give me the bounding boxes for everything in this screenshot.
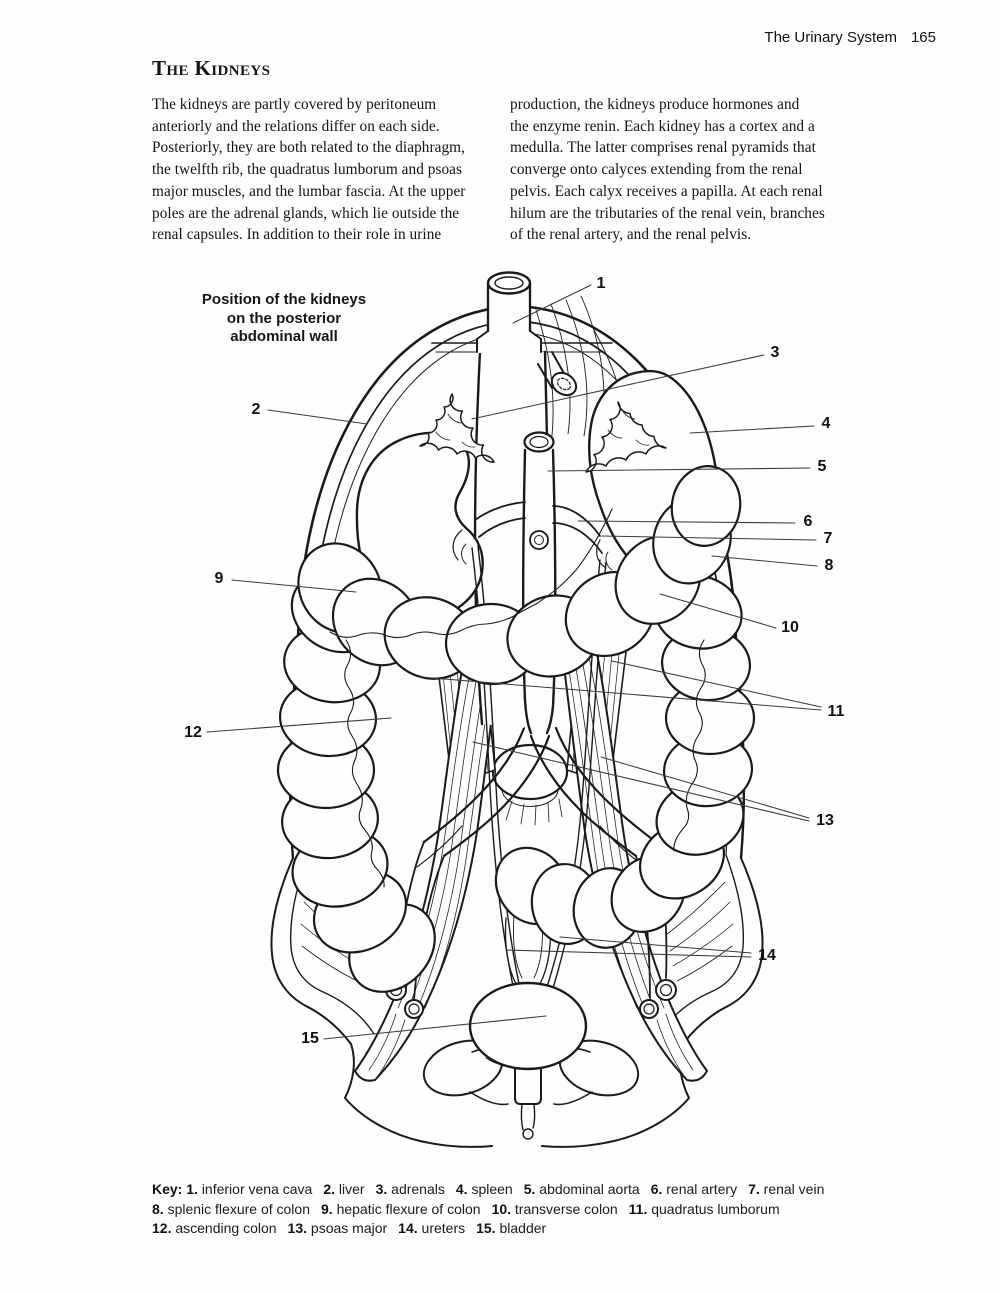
text-line: medulla. The latter comprises renal pyramids that <box>510 139 816 157</box>
text-line: The kidneys are partly covered by peritoneum <box>152 96 437 113</box>
figure-label-12: 12 <box>184 724 202 741</box>
text-line: the enzyme renin. Each kidney has a cortex and a <box>510 117 815 135</box>
key-item: 1. inferior vena cava <box>186 1181 313 1197</box>
key-line <box>152 1180 852 1200</box>
text-line: anteriorly and the relations differ on each side. <box>152 117 440 135</box>
key-item: 9. hepatic flexure of colon <box>321 1200 481 1217</box>
text-line: on the posterior <box>226 309 342 327</box>
text-line: Position of the kidneys <box>201 291 367 308</box>
figure-label-10: 10 <box>781 619 799 636</box>
text-line: major muscles, and the lumbar fascia. At the upper <box>152 182 466 200</box>
key-item: 10. transverse colon <box>491 1200 618 1217</box>
key-prefix: Key: <box>152 1181 187 1197</box>
key-item: 14. ureters <box>398 1220 466 1236</box>
key-item: 5. abdominal aorta <box>523 1181 640 1197</box>
bladder <box>470 983 586 1139</box>
figure-label-1: 1 <box>596 275 606 292</box>
key-item: 15. bladder <box>476 1220 547 1236</box>
leader-line-4 <box>690 426 814 433</box>
text-line: the twelfth rib, the quadratus lumborum and psoas <box>152 161 463 179</box>
key-item: 8. splenic flexure of colon <box>152 1200 310 1217</box>
key-line <box>152 1219 852 1239</box>
mesenteric-artery-stump <box>530 531 548 549</box>
key-item: 13. psoas major <box>287 1220 388 1236</box>
figure-label-2: 2 <box>251 401 261 418</box>
figure-label-5: 5 <box>817 458 827 475</box>
figure-label-14: 14 <box>758 947 776 964</box>
figure-label-13: 13 <box>816 812 834 829</box>
figure-label-11: 11 <box>827 703 845 720</box>
key-item: 11. quadratus lumborum <box>628 1200 780 1217</box>
key-item: 7. renal vein <box>748 1181 825 1197</box>
figure-label-8: 8 <box>824 557 834 574</box>
text-line: converge onto calyces extending from the renal <box>510 161 803 179</box>
coccyx <box>521 1104 534 1130</box>
text-line: Posteriorly, they are both related to the diaphragm, <box>152 139 465 157</box>
key-item: 6. renal artery <box>650 1181 738 1197</box>
text-line: of the renal artery, and the renal pelvis. <box>510 226 752 244</box>
figure-label-6: 6 <box>803 513 813 530</box>
key-item: 12. ascending colon <box>152 1220 277 1236</box>
key-line <box>152 1200 852 1220</box>
key-item: 2. liver <box>323 1181 365 1197</box>
text-line: production, the kidneys produce hormones and <box>510 96 800 113</box>
key-item: 4. spleen <box>455 1181 513 1197</box>
figure-label-4: 4 <box>821 415 831 432</box>
key-item: 3. adrenals <box>375 1181 445 1197</box>
figure-label-15: 15 <box>301 1030 319 1047</box>
text-line: abdominal wall <box>230 328 338 345</box>
text-line: renal capsules. In addition to their role in urine <box>152 226 442 244</box>
leader-line-14 <box>560 937 751 953</box>
text-line: hilum are the tributaries of the renal vein, branches <box>510 204 825 222</box>
text-line: pelvis. Each calyx receives a papilla. At each renal <box>510 182 823 200</box>
text-line: poles are the adrenal glands, which lie outside the <box>152 204 460 222</box>
figure-key <box>152 1180 852 1239</box>
figure-label-9: 9 <box>214 570 224 587</box>
figure-label-7: 7 <box>823 530 833 547</box>
figure-label-3: 3 <box>770 344 780 361</box>
running-header-title: The Urinary System <box>764 29 897 46</box>
page-number: 165 <box>910 29 936 46</box>
section-title: The Kidneys <box>152 56 271 80</box>
anatomy-line-drawing <box>184 273 844 1147</box>
